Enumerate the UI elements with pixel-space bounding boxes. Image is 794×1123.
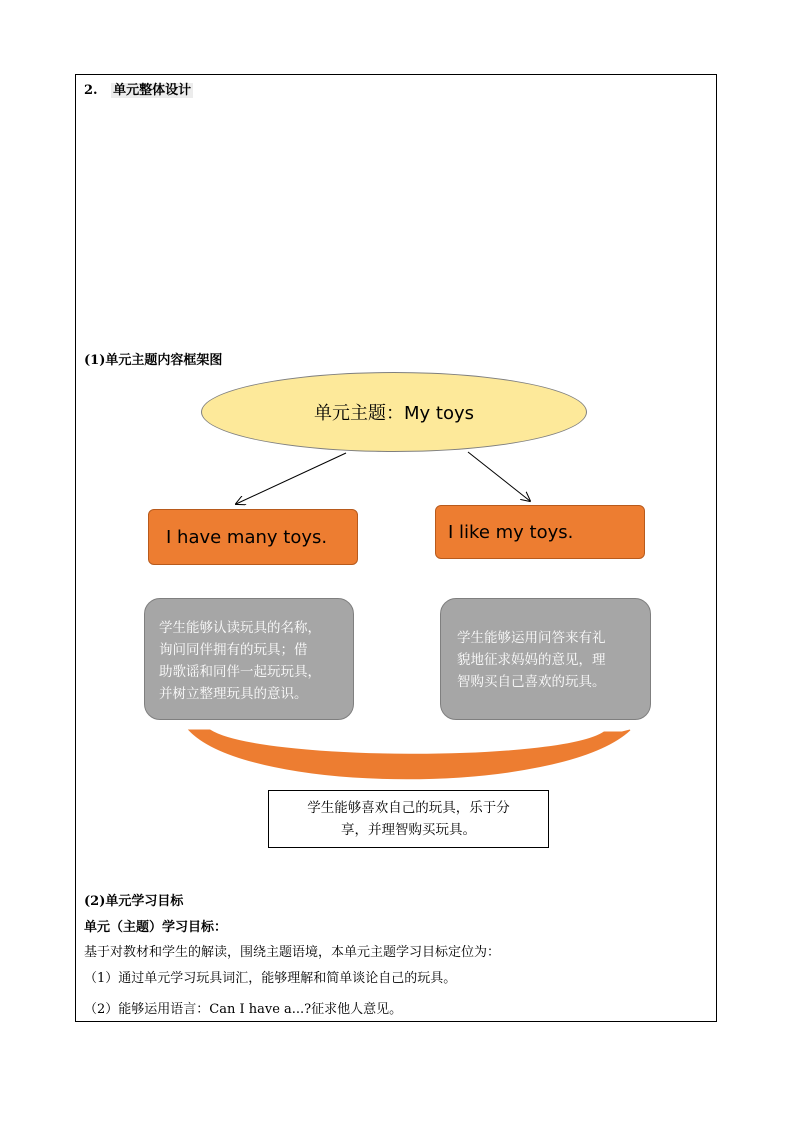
section-heading — [84, 79, 193, 98]
section-title: 单元整体设计 — [113, 83, 192, 98]
desc-line: 智购买自己喜欢的玩具。 — [457, 674, 606, 690]
framework-heading: (1)单元主题内容框架图 — [84, 353, 223, 368]
section-number: 2. — [84, 83, 98, 98]
desc-line: 学生能够认读玩具的名称， — [159, 620, 321, 636]
desc-line: 助歌谣和同伴一起玩玩具， — [159, 664, 321, 680]
description-box-right — [440, 598, 651, 720]
description-box-left — [144, 598, 354, 720]
summary-box — [268, 790, 549, 848]
goals-heading: (2)单元学习目标 — [84, 894, 184, 909]
desc-line: 询问同伴拥有的玩具；借 — [159, 642, 308, 658]
summary-line: 享，并理智购买玩具。 — [341, 822, 476, 838]
summary-line: 学生能够喜欢自己的玩具，乐于分 — [307, 800, 510, 816]
goal-item-2: （2）能够运用语言：Can I have a...?征求他人意见。 — [84, 1002, 403, 1017]
goals-intro: 基于对教材和学生的解读，围绕主题语境，本单元主题学习目标定位为： — [84, 945, 501, 960]
topic-box-left: I have many toys. — [148, 509, 358, 565]
goals-subheading: 单元（主题）学习目标： — [84, 920, 228, 935]
desc-line: 貌地征求妈妈的意见，理 — [457, 652, 606, 668]
topic-box-right: I like my toys. — [435, 505, 645, 559]
desc-line: 并树立整理玩具的意识。 — [159, 686, 308, 702]
theme-ellipse: 单元主题：My toys — [201, 372, 587, 452]
desc-line: 学生能够运用问答来有礼 — [457, 630, 606, 646]
goal-item-1: （1）通过单元学习玩具词汇，能够理解和简单谈论自己的玩具。 — [84, 971, 457, 986]
